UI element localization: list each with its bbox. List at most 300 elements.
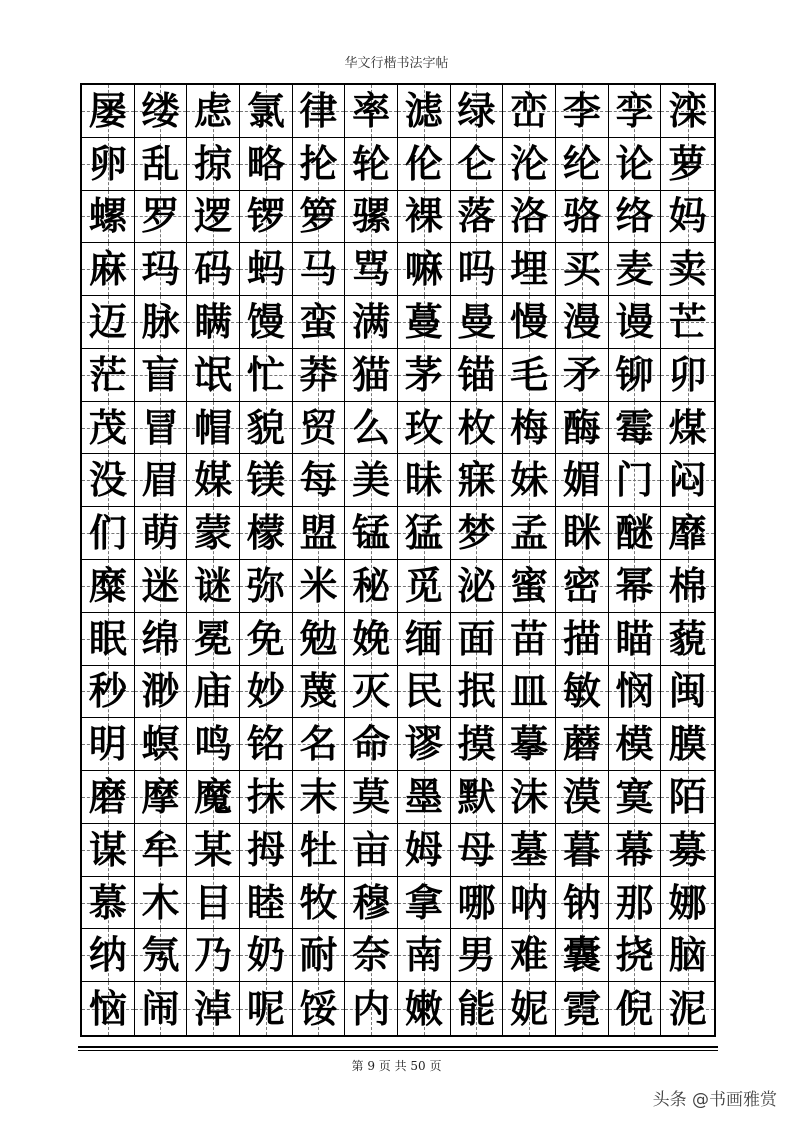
footer-rule-thin	[78, 1050, 718, 1051]
grid-cell	[556, 560, 609, 613]
grid-cell	[345, 771, 398, 824]
grid-cell	[82, 507, 135, 560]
calligraphy-character: 醚	[615, 510, 654, 556]
calligraphy-character: 睦	[246, 879, 285, 925]
grid-cell	[82, 982, 135, 1035]
grid-cell	[135, 666, 188, 719]
calligraphy-character: 裸	[404, 193, 443, 239]
calligraphy-character: 猫	[352, 351, 391, 397]
grid-cell	[135, 824, 188, 877]
calligraphy-character: 描	[562, 615, 601, 661]
grid-cell	[556, 929, 609, 982]
calligraphy-character: 屡	[88, 87, 127, 133]
calligraphy-character: 率	[352, 87, 391, 133]
grid-cell	[293, 824, 346, 877]
calligraphy-character: 孪	[615, 87, 654, 133]
calligraphy-character: 箩	[299, 193, 338, 239]
calligraphy-character: 峦	[510, 87, 549, 133]
calligraphy-character: 魔	[194, 773, 233, 819]
footer-rule-thick	[78, 1046, 718, 1048]
grid-cell	[503, 243, 556, 296]
calligraphy-character: 糜	[88, 562, 127, 608]
grid-cell	[556, 349, 609, 402]
calligraphy-character: 落	[457, 193, 496, 239]
grid-cell	[240, 296, 293, 349]
calligraphy-character: 模	[615, 721, 654, 767]
calligraphy-character: 摹	[510, 721, 549, 767]
grid-cell	[661, 824, 714, 877]
grid-cell	[503, 296, 556, 349]
grid-cell	[240, 560, 293, 613]
grid-cell	[82, 666, 135, 719]
calligraphy-character: 幂	[615, 562, 654, 608]
calligraphy-character: 绵	[141, 615, 180, 661]
grid-cell	[451, 771, 504, 824]
grid-cell	[609, 666, 662, 719]
calligraphy-character: 门	[615, 457, 654, 503]
calligraphy-character: 媚	[562, 457, 601, 503]
grid-cell	[398, 85, 451, 138]
calligraphy-character: 冕	[194, 615, 233, 661]
calligraphy-character: 貌	[246, 404, 285, 450]
calligraphy-character: 罗	[141, 193, 180, 239]
calligraphy-character: 墨	[404, 773, 443, 819]
grid-cell	[293, 191, 346, 244]
grid-cell	[503, 824, 556, 877]
calligraphy-character: 沦	[510, 140, 549, 186]
calligraphy-character: 虑	[194, 87, 233, 133]
calligraphy-character: 螺	[88, 193, 127, 239]
calligraphy-character: 帽	[194, 404, 233, 450]
grid-cell	[556, 138, 609, 191]
grid-cell	[609, 454, 662, 507]
calligraphy-character: 玫	[404, 404, 443, 450]
grid-cell	[451, 138, 504, 191]
calligraphy-character: 麻	[88, 246, 127, 292]
calligraphy-character: 纶	[562, 140, 601, 186]
calligraphy-character: 馒	[246, 298, 285, 344]
grid-cell	[187, 243, 240, 296]
grid-cell	[135, 243, 188, 296]
grid-cell	[609, 85, 662, 138]
grid-cell	[503, 718, 556, 771]
calligraphy-character: 漠	[562, 773, 601, 819]
calligraphy-character: 瞒	[194, 298, 233, 344]
calligraphy-character: 码	[194, 246, 233, 292]
grid-cell	[609, 824, 662, 877]
grid-cell	[187, 771, 240, 824]
grid-cell	[187, 824, 240, 877]
grid-cell	[451, 877, 504, 930]
grid-cell	[293, 296, 346, 349]
calligraphy-character: 内	[352, 985, 391, 1031]
grid-cell	[82, 824, 135, 877]
grid-cell	[609, 718, 662, 771]
calligraphy-character: 牡	[299, 826, 338, 872]
page-title: 华文行楷书法字帖	[344, 56, 449, 71]
calligraphy-character: 木	[141, 879, 180, 925]
grid-cell	[609, 982, 662, 1035]
calligraphy-character: 茫	[88, 351, 127, 397]
calligraphy-character: 脑	[668, 932, 707, 978]
grid-cell	[135, 454, 188, 507]
calligraphy-character: 绿	[457, 87, 496, 133]
calligraphy-character: 盟	[299, 510, 338, 556]
grid-cell	[240, 824, 293, 877]
grid-cell	[556, 718, 609, 771]
calligraphy-character: 萌	[141, 510, 180, 556]
grid-cell	[345, 560, 398, 613]
calligraphy-character: 埋	[510, 246, 549, 292]
grid-cell	[556, 613, 609, 666]
calligraphy-character: 掠	[194, 140, 233, 186]
grid-cell	[82, 454, 135, 507]
calligraphy-character: 妙	[246, 668, 285, 714]
grid-cell	[503, 402, 556, 455]
calligraphy-character: 弥	[246, 562, 285, 608]
grid-cell	[398, 191, 451, 244]
grid-cell	[187, 877, 240, 930]
calligraphy-character: 么	[352, 404, 391, 450]
grid-cell	[82, 771, 135, 824]
calligraphy-character: 枚	[457, 404, 496, 450]
grid-cell	[451, 402, 504, 455]
grid-cell	[135, 718, 188, 771]
calligraphy-character: 闷	[668, 457, 707, 503]
calligraphy-character: 满	[352, 298, 391, 344]
calligraphy-character: 默	[457, 773, 496, 819]
calligraphy-character: 觅	[404, 562, 443, 608]
grid-cell	[609, 560, 662, 613]
grid-cell	[345, 718, 398, 771]
grid-cell	[556, 85, 609, 138]
calligraphy-character: 梅	[510, 404, 549, 450]
calligraphy-character: 脉	[141, 298, 180, 344]
calligraphy-character: 谜	[194, 562, 233, 608]
grid-cell	[240, 243, 293, 296]
calligraphy-character: 挠	[615, 932, 654, 978]
grid-cell	[293, 85, 346, 138]
grid-cell	[82, 929, 135, 982]
calligraphy-character: 忙	[246, 351, 285, 397]
grid-cell	[240, 982, 293, 1035]
grid-cell	[556, 454, 609, 507]
calligraphy-character: 卯	[668, 351, 707, 397]
calligraphy-character: 瞄	[615, 615, 654, 661]
calligraphy-character: 芒	[668, 298, 707, 344]
calligraphy-character: 闹	[141, 985, 180, 1031]
calligraphy-character: 面	[457, 615, 496, 661]
calligraphy-character: 昧	[404, 457, 443, 503]
calligraphy-character: 牟	[141, 826, 180, 872]
calligraphy-character: 盲	[141, 351, 180, 397]
calligraphy-character: 鸣	[194, 721, 233, 767]
grid-cell	[82, 877, 135, 930]
calligraphy-character: 谬	[404, 721, 443, 767]
grid-cell	[293, 560, 346, 613]
grid-cell	[451, 666, 504, 719]
calligraphy-character: 滦	[668, 87, 707, 133]
calligraphy-character: 闽	[668, 668, 707, 714]
grid-cell	[398, 296, 451, 349]
calligraphy-character: 卵	[88, 140, 127, 186]
calligraphy-character: 乱	[141, 140, 180, 186]
calligraphy-character: 命	[352, 721, 391, 767]
calligraphy-character: 轮	[352, 140, 391, 186]
grid-cell	[187, 349, 240, 402]
calligraphy-character: 民	[404, 668, 443, 714]
grid-cell	[240, 929, 293, 982]
calligraphy-character: 骡	[352, 193, 391, 239]
grid-cell	[187, 138, 240, 191]
grid-cell	[135, 402, 188, 455]
calligraphy-character: 李	[562, 87, 601, 133]
calligraphy-character: 悯	[615, 668, 654, 714]
calligraphy-character: 纳	[88, 932, 127, 978]
grid-cell	[187, 85, 240, 138]
grid-cell	[398, 402, 451, 455]
grid-cell	[661, 507, 714, 560]
calligraphy-character: 曼	[457, 298, 496, 344]
grid-cell	[661, 560, 714, 613]
grid-cell	[451, 243, 504, 296]
grid-cell	[503, 454, 556, 507]
grid-cell	[345, 982, 398, 1035]
grid-cell	[398, 454, 451, 507]
calligraphy-character: 娜	[668, 879, 707, 925]
grid-cell	[345, 138, 398, 191]
grid-cell	[240, 138, 293, 191]
grid-cell	[293, 877, 346, 930]
calligraphy-character: 靡	[668, 510, 707, 556]
grid-cell	[135, 613, 188, 666]
calligraphy-character: 男	[457, 932, 496, 978]
grid-cell	[240, 771, 293, 824]
grid-cell	[661, 613, 714, 666]
grid-cell	[661, 982, 714, 1035]
calligraphy-character: 酶	[562, 404, 601, 450]
calligraphy-character: 姆	[404, 826, 443, 872]
calligraphy-character: 亩	[352, 826, 391, 872]
calligraphy-character: 锣	[246, 193, 285, 239]
calligraphy-character: 檬	[246, 510, 285, 556]
grid-cell	[240, 877, 293, 930]
calligraphy-character: 洛	[510, 193, 549, 239]
calligraphy-character: 名	[299, 721, 338, 767]
calligraphy-character: 墓	[510, 826, 549, 872]
grid-cell	[556, 877, 609, 930]
grid-cell	[661, 771, 714, 824]
calligraphy-character: 沫	[510, 773, 549, 819]
calligraphy-character: 们	[88, 510, 127, 556]
grid-cell	[240, 85, 293, 138]
grid-cell	[187, 507, 240, 560]
calligraphy-character: 膜	[668, 721, 707, 767]
grid-cell	[398, 982, 451, 1035]
calligraphy-character: 眉	[141, 457, 180, 503]
watermark-text: 头条 @书画雅赏	[652, 1090, 777, 1110]
calligraphy-character: 庙	[194, 668, 233, 714]
calligraphy-character: 麦	[615, 246, 654, 292]
grid-cell	[82, 402, 135, 455]
grid-cell	[293, 243, 346, 296]
calligraphy-character: 眯	[562, 510, 601, 556]
grid-cell	[345, 613, 398, 666]
calligraphy-character: 耐	[299, 932, 338, 978]
grid-cell	[187, 613, 240, 666]
grid-cell	[187, 560, 240, 613]
calligraphy-character: 难	[510, 932, 549, 978]
calligraphy-character: 锰	[352, 510, 391, 556]
grid-cell	[398, 666, 451, 719]
grid-cell	[398, 877, 451, 930]
calligraphy-character: 渺	[141, 668, 180, 714]
grid-cell	[556, 243, 609, 296]
grid-cell	[451, 454, 504, 507]
calligraphy-character: 嘛	[404, 246, 443, 292]
grid-cell	[187, 929, 240, 982]
calligraphy-character: 妹	[510, 457, 549, 503]
calligraphy-character: 蚂	[246, 246, 285, 292]
grid-cell	[240, 191, 293, 244]
calligraphy-character: 穆	[352, 879, 391, 925]
calligraphy-character: 滤	[404, 87, 443, 133]
calligraphy-character: 陌	[668, 773, 707, 819]
calligraphy-character: 抡	[299, 140, 338, 186]
grid-cell	[135, 929, 188, 982]
calligraphy-character: 寞	[615, 773, 654, 819]
grid-cell	[135, 191, 188, 244]
calligraphy-character: 氖	[141, 932, 180, 978]
grid-cell	[398, 771, 451, 824]
grid-cell	[609, 929, 662, 982]
calligraphy-character: 霉	[615, 404, 654, 450]
calligraphy-character: 吗	[457, 246, 496, 292]
calligraphy-character: 寐	[457, 457, 496, 503]
page-number: 第 9 页 共 50 页	[351, 1059, 442, 1073]
calligraphy-character: 漫	[562, 298, 601, 344]
grid-cell	[240, 507, 293, 560]
grid-cell	[503, 929, 556, 982]
grid-cell	[240, 718, 293, 771]
grid-cell	[398, 507, 451, 560]
calligraphy-character: 馁	[299, 985, 338, 1031]
calligraphy-character: 目	[194, 879, 233, 925]
grid-cell	[398, 718, 451, 771]
calligraphy-character: 茂	[88, 404, 127, 450]
calligraphy-character: 钠	[562, 879, 601, 925]
grid-cell	[135, 85, 188, 138]
grid-cell	[135, 138, 188, 191]
calligraphy-character: 拇	[246, 826, 285, 872]
grid-cell	[451, 85, 504, 138]
grid-cell	[503, 138, 556, 191]
grid-cell	[556, 296, 609, 349]
grid-cell	[135, 771, 188, 824]
calligraphy-grid	[80, 83, 716, 1037]
grid-cell	[398, 560, 451, 613]
calligraphy-character: 煤	[668, 404, 707, 450]
grid-cell	[661, 454, 714, 507]
calligraphy-character: 藐	[668, 615, 707, 661]
grid-cell	[451, 613, 504, 666]
calligraphy-character: 蔓	[404, 298, 443, 344]
calligraphy-character: 免	[246, 615, 285, 661]
grid-cell	[398, 613, 451, 666]
grid-cell	[345, 454, 398, 507]
grid-cell	[661, 85, 714, 138]
grid-cell	[451, 824, 504, 877]
calligraphy-character: 抹	[246, 773, 285, 819]
calligraphy-character: 拿	[404, 879, 443, 925]
calligraphy-character: 马	[299, 246, 338, 292]
calligraphy-character: 蒙	[194, 510, 233, 556]
grid-cell	[82, 718, 135, 771]
grid-cell	[135, 507, 188, 560]
grid-cell	[451, 982, 504, 1035]
grid-cell	[661, 402, 714, 455]
grid-cell	[345, 349, 398, 402]
grid-cell	[503, 613, 556, 666]
calligraphy-character: 毛	[510, 351, 549, 397]
grid-cell	[451, 507, 504, 560]
grid-cell	[293, 349, 346, 402]
calligraphy-character: 某	[194, 826, 233, 872]
grid-cell	[556, 982, 609, 1035]
grid-cell	[293, 929, 346, 982]
grid-cell	[661, 138, 714, 191]
calligraphy-character: 南	[404, 932, 443, 978]
grid-cell	[503, 349, 556, 402]
calligraphy-character: 美	[352, 457, 391, 503]
calligraphy-character: 娩	[352, 615, 391, 661]
grid-cell	[503, 191, 556, 244]
grid-cell	[240, 613, 293, 666]
calligraphy-character: 敏	[562, 668, 601, 714]
calligraphy-character: 勉	[299, 615, 338, 661]
calligraphy-character: 米	[299, 562, 338, 608]
calligraphy-character: 秒	[88, 668, 127, 714]
grid-cell	[398, 929, 451, 982]
calligraphy-character: 妈	[668, 193, 707, 239]
calligraphy-character: 谩	[615, 298, 654, 344]
calligraphy-character: 摸	[457, 721, 496, 767]
grid-cell	[187, 982, 240, 1035]
grid-cell	[345, 666, 398, 719]
grid-cell	[293, 771, 346, 824]
grid-cell	[398, 349, 451, 402]
calligraphy-character: 能	[457, 985, 496, 1031]
calligraphy-character: 卖	[668, 246, 707, 292]
grid-cell	[398, 138, 451, 191]
grid-cell	[609, 349, 662, 402]
grid-cell	[661, 718, 714, 771]
calligraphy-character: 乃	[194, 932, 233, 978]
calligraphy-character: 螟	[141, 721, 180, 767]
calligraphy-character: 茅	[404, 351, 443, 397]
calligraphy-character: 蔑	[299, 668, 338, 714]
calligraphy-character: 哪	[457, 879, 496, 925]
calligraphy-character: 萝	[668, 140, 707, 186]
calligraphy-character: 莫	[352, 773, 391, 819]
calligraphy-character: 奶	[246, 932, 285, 978]
grid-cell	[556, 666, 609, 719]
calligraphy-character: 末	[299, 773, 338, 819]
grid-cell	[556, 191, 609, 244]
calligraphy-character: 妮	[510, 985, 549, 1031]
calligraphy-character: 氯	[246, 87, 285, 133]
grid-cell	[451, 929, 504, 982]
